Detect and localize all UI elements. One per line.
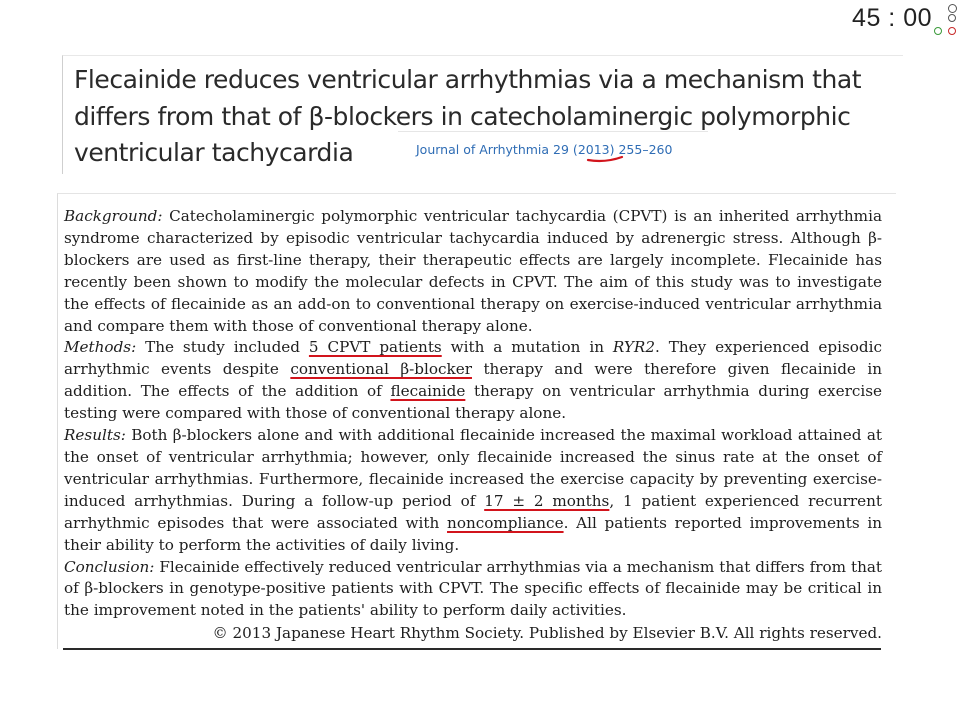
gene-name: RYR2 bbox=[612, 338, 656, 357]
conclusion-label: Conclusion: bbox=[64, 557, 155, 576]
highlight-beta-blocker: conventional β-blocker bbox=[290, 360, 472, 379]
citation-pages: ) 255–260 bbox=[609, 142, 673, 157]
citation-frame bbox=[398, 131, 708, 167]
highlight-follow-up: 17 ± 2 months bbox=[484, 491, 610, 510]
copyright-notice: © 2013 Japanese Heart Rhythm Society. Published by Elsevier B.V. All rights reserved. bbox=[212, 624, 882, 642]
highlight-flecainide: flecainide bbox=[390, 382, 466, 401]
bottom-divider bbox=[63, 648, 881, 650]
article-title: Flecainide reduces ventricular arrhythmias via a mechanism that differs from that of β-blockers in catecholaminergic polymorphic ventricular tachycardia bbox=[74, 65, 862, 167]
results-paragraph bbox=[64, 425, 882, 556]
timer-settings-icon[interactable] bbox=[948, 4, 957, 13]
methods-paragraph bbox=[64, 337, 882, 425]
methods-text-2: with a mutation in bbox=[450, 338, 605, 357]
timer-mode-icon[interactable] bbox=[948, 14, 956, 22]
methods-text-4: therapy and were therefore given flecainide in addition. The effects of the addition of bbox=[64, 360, 883, 401]
timer-stop-icon[interactable] bbox=[948, 27, 956, 35]
methods-text-1: The study included bbox=[145, 338, 301, 357]
results-text-1: Both β-blockers alone and with additional flecainide increased the maximal workload attained at the onset of ventricular arrhythmia; however, only flecainide increased the sinus rate at the onset of ventricular arrhythmias. Furthermore, flecainide increased the exercise capacity by preventing exercise-induced arrhythmias. During a follow-up period of bbox=[64, 426, 882, 510]
results-label: Results: bbox=[64, 426, 126, 445]
timer-start-icon[interactable] bbox=[934, 27, 942, 35]
year-underline-annotation bbox=[586, 155, 624, 163]
background-text: Catecholaminergic polymorphic ventricular tachycardia (CPVT) is an inherited arrhythmia syndrome characterized by episodic ventricular tachycardia induced by adrenergic stress. Although β-blockers are used as first-line therapy, their therapeutic effects are largely incomplete. Flecainide has recently been shown to modify the molecular defects in CPVT. The aim of this study was to investigate the effects of flecainide as an add-on to conventional therapy on exercise-induced ventricular arrhythmia and compare them with those of conventional therapy alone. bbox=[64, 207, 883, 335]
conclusion-paragraph bbox=[64, 557, 882, 623]
citation-year: 2013 bbox=[577, 142, 610, 157]
methods-text-5: therapy on ventricular arrhythmia during exercise testing were compared with those of conventional therapy alone. bbox=[64, 382, 882, 423]
background-label: Background: bbox=[64, 207, 163, 225]
highlight-noncompliance: noncompliance bbox=[447, 513, 564, 532]
highlight-patients: 5 CPVT patients bbox=[308, 338, 442, 357]
timer-display: 45 : 00 bbox=[852, 4, 932, 32]
abstract bbox=[64, 206, 882, 622]
methods-label: Methods: bbox=[64, 338, 137, 357]
countdown-timer bbox=[852, 2, 960, 42]
background-paragraph bbox=[64, 206, 882, 337]
journal-citation[interactable] bbox=[416, 142, 672, 157]
citation-journal: Journal of Arrhythmia 29 ( bbox=[416, 142, 578, 157]
results-text-2: , 1 patient experienced recurrent arrhythmic episodes that were associated with bbox=[64, 491, 883, 532]
results-text-3: . All patients reported improvements in their ability to perform the activities of daily living. bbox=[64, 513, 882, 554]
conclusion-text: Flecainide effectively reduced ventricular arrhythmias via a mechanism that differs from that of β-blockers in genotype-positive patients with CPVT. The specific effects of flecainide may be critical in the improvement noted in the patients' ability to perform daily activities. bbox=[64, 557, 883, 620]
methods-text-3: . They experienced episodic arrhythmic events despite bbox=[64, 338, 882, 379]
